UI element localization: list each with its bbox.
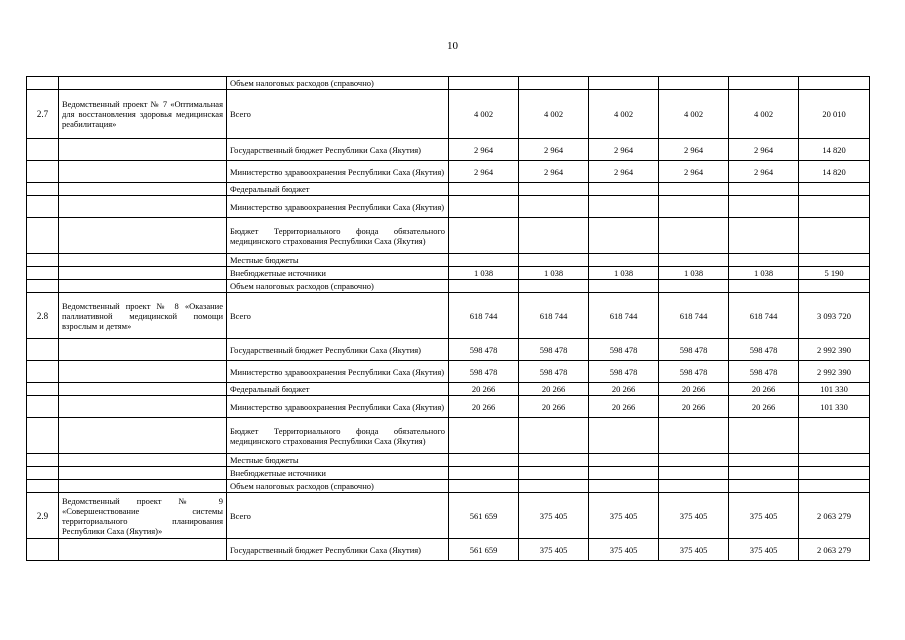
total-value-cell: 2 063 279	[799, 539, 870, 561]
funding-source-cell: Местные бюджеты	[227, 454, 449, 467]
table-row	[27, 77, 870, 90]
funding-source-cell: Государственный бюджет Республики Саха (Якутия)	[227, 339, 449, 361]
total-value-cell: 20 010	[799, 90, 870, 139]
row-number-cell	[27, 339, 59, 361]
project-name-cell	[59, 254, 227, 267]
year-value-cell: 598 478	[589, 339, 659, 361]
year-value-cell: 2 964	[589, 161, 659, 183]
total-value-cell	[799, 196, 870, 218]
year-value-cell: 598 478	[659, 361, 729, 383]
year-value-cell: 20 266	[519, 383, 589, 396]
year-value-cell: 2 964	[659, 161, 729, 183]
row-number-cell	[27, 254, 59, 267]
year-value-cell	[589, 254, 659, 267]
total-value-cell	[799, 218, 870, 254]
year-value-cell	[729, 480, 799, 493]
project-name-cell	[59, 161, 227, 183]
total-value-cell	[799, 183, 870, 196]
table-row	[27, 161, 870, 183]
year-value-cell	[659, 183, 729, 196]
year-value-cell	[729, 254, 799, 267]
year-value-cell	[729, 218, 799, 254]
row-number-cell: 2.9	[27, 493, 59, 539]
funding-source-cell: Министерство здравоохранения Республики Саха (Якутия)	[227, 161, 449, 183]
year-value-cell	[449, 196, 519, 218]
year-value-cell	[659, 418, 729, 454]
year-value-cell: 561 659	[449, 493, 519, 539]
row-number-cell: 2.7	[27, 90, 59, 139]
year-value-cell	[519, 196, 589, 218]
project-name-cell	[59, 196, 227, 218]
year-value-cell	[519, 280, 589, 293]
year-value-cell: 1 038	[519, 267, 589, 280]
year-value-cell	[589, 418, 659, 454]
year-value-cell: 2 964	[589, 139, 659, 161]
year-value-cell	[449, 467, 519, 480]
year-value-cell: 618 744	[729, 293, 799, 339]
year-value-cell: 375 405	[519, 539, 589, 561]
table-row	[27, 254, 870, 267]
table-body	[27, 77, 870, 561]
year-value-cell	[449, 480, 519, 493]
project-name-cell: Ведомственный проект № 8 «Оказание паллиативной медицинской помощи взрослым и детям»	[59, 293, 227, 339]
funding-source-cell: Государственный бюджет Республики Саха (Якутия)	[227, 139, 449, 161]
total-value-cell: 2 992 390	[799, 339, 870, 361]
year-value-cell	[519, 467, 589, 480]
year-value-cell: 598 478	[519, 339, 589, 361]
year-value-cell: 561 659	[449, 539, 519, 561]
funding-source-cell: Объем налоговых расходов (справочно)	[227, 480, 449, 493]
year-value-cell: 1 038	[449, 267, 519, 280]
year-value-cell	[659, 196, 729, 218]
project-name-cell	[59, 383, 227, 396]
year-value-cell	[449, 454, 519, 467]
total-value-cell: 14 820	[799, 139, 870, 161]
total-value-cell: 101 330	[799, 383, 870, 396]
year-value-cell: 618 744	[449, 293, 519, 339]
year-value-cell	[659, 77, 729, 90]
total-value-cell: 2 992 390	[799, 361, 870, 383]
funding-source-cell: Всего	[227, 293, 449, 339]
year-value-cell	[589, 218, 659, 254]
year-value-cell	[589, 196, 659, 218]
project-name-cell	[59, 539, 227, 561]
total-value-cell	[799, 454, 870, 467]
year-value-cell: 2 964	[729, 161, 799, 183]
total-value-cell	[799, 254, 870, 267]
year-value-cell: 2 964	[449, 139, 519, 161]
table-row	[27, 267, 870, 280]
funding-source-cell: Всего	[227, 90, 449, 139]
year-value-cell: 20 266	[589, 396, 659, 418]
project-name-cell	[59, 454, 227, 467]
year-value-cell: 20 266	[449, 396, 519, 418]
funding-source-cell: Федеральный бюджет	[227, 183, 449, 196]
row-number-cell	[27, 418, 59, 454]
year-value-cell: 618 744	[519, 293, 589, 339]
project-name-cell	[59, 339, 227, 361]
year-value-cell: 2 964	[659, 139, 729, 161]
year-value-cell	[519, 454, 589, 467]
funding-source-cell: Министерство здравоохранения Республики Саха (Якутия)	[227, 396, 449, 418]
year-value-cell: 1 038	[729, 267, 799, 280]
year-value-cell: 618 744	[589, 293, 659, 339]
table-row	[27, 539, 870, 561]
table-row	[27, 396, 870, 418]
year-value-cell	[589, 454, 659, 467]
year-value-cell: 4 002	[659, 90, 729, 139]
year-value-cell: 598 478	[449, 361, 519, 383]
total-value-cell	[799, 280, 870, 293]
table-row	[27, 183, 870, 196]
year-value-cell: 20 266	[449, 383, 519, 396]
year-value-cell	[449, 77, 519, 90]
year-value-cell: 20 266	[659, 383, 729, 396]
table-row	[27, 139, 870, 161]
year-value-cell	[659, 480, 729, 493]
year-value-cell	[589, 77, 659, 90]
project-name-cell	[59, 467, 227, 480]
funding-source-cell: Министерство здравоохранения Республики Саха (Якутия)	[227, 196, 449, 218]
row-number-cell	[27, 480, 59, 493]
year-value-cell	[659, 454, 729, 467]
funding-source-cell: Министерство здравоохранения Республики Саха (Якутия)	[227, 361, 449, 383]
year-value-cell: 4 002	[449, 90, 519, 139]
year-value-cell: 598 478	[519, 361, 589, 383]
year-value-cell: 20 266	[519, 396, 589, 418]
table-row	[27, 467, 870, 480]
row-number-cell	[27, 161, 59, 183]
year-value-cell: 375 405	[659, 493, 729, 539]
budget-table	[26, 76, 870, 561]
table-row	[27, 218, 870, 254]
project-name-cell	[59, 218, 227, 254]
year-value-cell: 375 405	[729, 539, 799, 561]
row-number-cell	[27, 383, 59, 396]
year-value-cell	[659, 280, 729, 293]
year-value-cell	[729, 467, 799, 480]
year-value-cell: 20 266	[659, 396, 729, 418]
year-value-cell: 4 002	[519, 90, 589, 139]
year-value-cell	[589, 467, 659, 480]
funding-source-cell: Государственный бюджет Республики Саха (Якутия)	[227, 539, 449, 561]
total-value-cell	[799, 467, 870, 480]
year-value-cell: 4 002	[729, 90, 799, 139]
year-value-cell: 20 266	[729, 396, 799, 418]
year-value-cell	[449, 254, 519, 267]
project-name-cell	[59, 480, 227, 493]
year-value-cell	[519, 418, 589, 454]
project-name-cell	[59, 267, 227, 280]
year-value-cell: 20 266	[589, 383, 659, 396]
year-value-cell	[519, 218, 589, 254]
year-value-cell: 1 038	[659, 267, 729, 280]
year-value-cell	[729, 418, 799, 454]
total-value-cell: 3 093 720	[799, 293, 870, 339]
project-name-cell: Ведомственный проект № 7 «Оптимальная для восстановления здоровья медицинская реабилитация»	[59, 90, 227, 139]
total-value-cell	[799, 480, 870, 493]
year-value-cell: 375 405	[659, 539, 729, 561]
year-value-cell	[659, 218, 729, 254]
year-value-cell	[519, 183, 589, 196]
total-value-cell: 101 330	[799, 396, 870, 418]
row-number-cell	[27, 454, 59, 467]
year-value-cell	[729, 196, 799, 218]
row-number-cell	[27, 218, 59, 254]
table-row	[27, 90, 870, 139]
row-number-cell	[27, 361, 59, 383]
project-name-cell: Ведомственный проект № 9 «Совершенствование системы территориального планирования Республики Саха (Якутия)»	[59, 493, 227, 539]
row-number-cell	[27, 396, 59, 418]
row-number-cell	[27, 539, 59, 561]
funding-source-cell: Объем налоговых расходов (справочно)	[227, 280, 449, 293]
table-row	[27, 454, 870, 467]
year-value-cell: 20 266	[729, 383, 799, 396]
year-value-cell	[449, 218, 519, 254]
funding-source-cell: Объем налоговых расходов (справочно)	[227, 77, 449, 90]
year-value-cell: 4 002	[589, 90, 659, 139]
year-value-cell: 2 964	[519, 161, 589, 183]
table-row	[27, 480, 870, 493]
year-value-cell: 598 478	[589, 361, 659, 383]
project-name-cell	[59, 361, 227, 383]
total-value-cell: 2 063 279	[799, 493, 870, 539]
table-row	[27, 280, 870, 293]
project-name-cell	[59, 418, 227, 454]
funding-source-cell: Федеральный бюджет	[227, 383, 449, 396]
funding-source-cell: Всего	[227, 493, 449, 539]
row-number-cell	[27, 139, 59, 161]
year-value-cell: 375 405	[729, 493, 799, 539]
year-value-cell: 618 744	[659, 293, 729, 339]
year-value-cell	[659, 254, 729, 267]
table-row	[27, 339, 870, 361]
total-value-cell	[799, 77, 870, 90]
funding-source-cell: Внебюджетные источники	[227, 467, 449, 480]
year-value-cell: 2 964	[519, 139, 589, 161]
year-value-cell	[449, 280, 519, 293]
funding-source-cell: Бюджет Территориального фонда обязательного медицинского страхования Республики Саха (Якутия)	[227, 218, 449, 254]
year-value-cell	[589, 480, 659, 493]
row-number-cell	[27, 77, 59, 90]
year-value-cell: 375 405	[519, 493, 589, 539]
year-value-cell	[449, 183, 519, 196]
year-value-cell: 375 405	[589, 493, 659, 539]
project-name-cell	[59, 183, 227, 196]
year-value-cell: 2 964	[729, 139, 799, 161]
year-value-cell	[519, 254, 589, 267]
year-value-cell	[519, 480, 589, 493]
table-row	[27, 493, 870, 539]
year-value-cell: 2 964	[449, 161, 519, 183]
year-value-cell	[519, 77, 589, 90]
year-value-cell	[729, 183, 799, 196]
funding-source-cell: Бюджет Территориального фонда обязательного медицинского страхования Республики Саха (Якутия)	[227, 418, 449, 454]
row-number-cell: 2.8	[27, 293, 59, 339]
project-name-cell	[59, 77, 227, 90]
row-number-cell	[27, 196, 59, 218]
table-row	[27, 293, 870, 339]
funding-source-cell: Внебюджетные источники	[227, 267, 449, 280]
year-value-cell: 598 478	[449, 339, 519, 361]
project-name-cell	[59, 396, 227, 418]
funding-source-cell: Местные бюджеты	[227, 254, 449, 267]
year-value-cell	[589, 183, 659, 196]
table-row	[27, 361, 870, 383]
year-value-cell: 375 405	[589, 539, 659, 561]
row-number-cell	[27, 267, 59, 280]
row-number-cell	[27, 183, 59, 196]
table-row	[27, 418, 870, 454]
year-value-cell	[659, 467, 729, 480]
year-value-cell	[589, 280, 659, 293]
row-number-cell	[27, 280, 59, 293]
total-value-cell: 5 190	[799, 267, 870, 280]
year-value-cell	[729, 454, 799, 467]
project-name-cell	[59, 280, 227, 293]
table-row	[27, 196, 870, 218]
year-value-cell: 1 038	[589, 267, 659, 280]
year-value-cell	[449, 418, 519, 454]
page-number: 10	[447, 40, 458, 52]
project-name-cell	[59, 139, 227, 161]
row-number-cell	[27, 467, 59, 480]
year-value-cell	[729, 77, 799, 90]
total-value-cell	[799, 418, 870, 454]
year-value-cell: 598 478	[659, 339, 729, 361]
year-value-cell: 598 478	[729, 361, 799, 383]
table-row	[27, 383, 870, 396]
year-value-cell	[729, 280, 799, 293]
total-value-cell: 14 820	[799, 161, 870, 183]
year-value-cell: 598 478	[729, 339, 799, 361]
